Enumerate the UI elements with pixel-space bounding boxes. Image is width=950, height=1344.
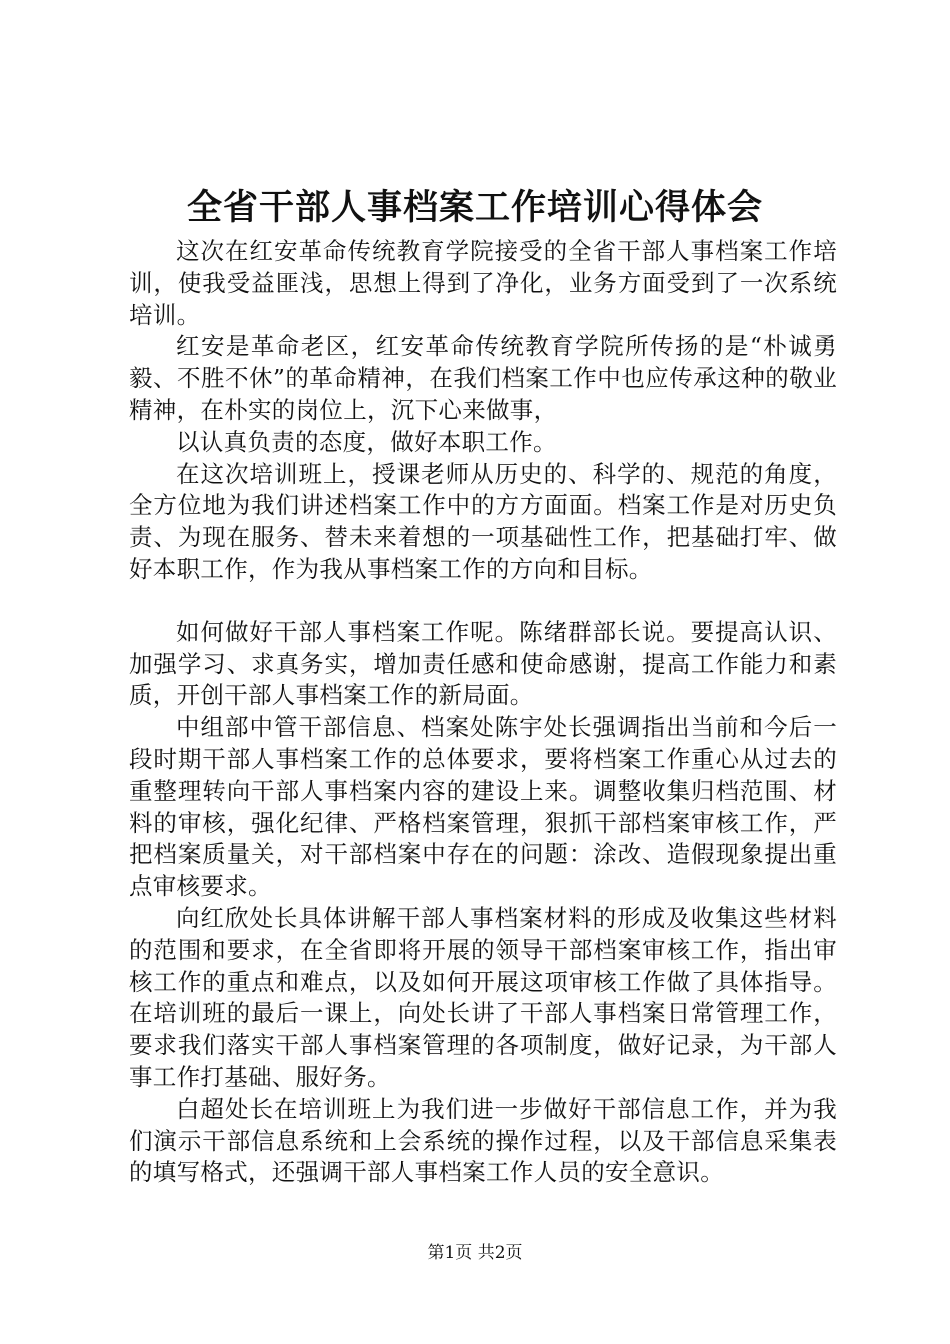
paragraph: 向红欣处长具体讲解干部人事档案材料的形成及收集这些材料的范围和要求，在全省即将开展的领导干部档案审核工作，指出审核工作的重点和难点，以及如何开展这项审核工作做了具体指导。在培训班的最后一课上，向处长讲了干部人事档案日常管理工作，要求我们落实干部人事档案管理的各项制度，做好记录，为干部人事工作打基础、服好务。 — [129, 903, 837, 1091]
paragraph: 这次在红安革命传统教育学院接受的全省干部人事档案工作培训，使我受益匪浅，思想上得到了净化，业务方面受到了一次系统培训。 — [129, 237, 837, 329]
document-body — [129, 236, 837, 1189]
paragraph: 在这次培训班上，授课老师从历史的、科学的、规范的角度，全方位地为我们讲述档案工作中的方方面面。档案工作是对历史负责、为现在服务、替未来着想的一项基础性工作，把基础打牢、做好本职工作，作为我从事档案工作的方向和目标。 — [129, 459, 837, 583]
paragraph: 白超处长在培训班上为我们进一步做好干部信息工作，并为我们演示干部信息系统和上会系统的操作过程，以及干部信息采集表的填写格式，还强调干部人事档案工作人员的安全意识。 — [129, 1094, 837, 1187]
page-number-footer: 第1页 共2页 — [427, 1243, 523, 1263]
paragraph: 以认真负责的态度，做好本职工作。 — [176, 427, 557, 456]
paragraph: 中组部中管干部信息、档案处陈宇处长强调指出当前和今后一段时期干部人事档案工作的总体要求，要将档案工作重心从过去的重整理转向干部人事档案内容的建设上来。调整收集归档范围、材料的审核，强化纪律、严格档案管理，狠抓干部档案审核工作，严把档案质量关，对干部档案中存在的问题：涂改、造假现象提出重点审核要求。 — [129, 713, 837, 901]
paragraph: 如何做好干部人事档案工作呢。陈绪群部长说。要提高认识、加强学习、求真务实，增加责任感和使命感谢，提高工作能力和素质，开创干部人事档案工作的新局面。 — [129, 617, 837, 710]
paragraph: 红安是革命老区，红安革命传统教育学院所传扬的是“朴诚勇毅、不胜不休”的革命精神，在我们档案工作中也应传承这种的敬业精神，在朴实的岗位上，沉下心来做事， — [129, 332, 837, 424]
document-title: 全省干部人事档案工作培训心得体会 — [186, 187, 763, 228]
